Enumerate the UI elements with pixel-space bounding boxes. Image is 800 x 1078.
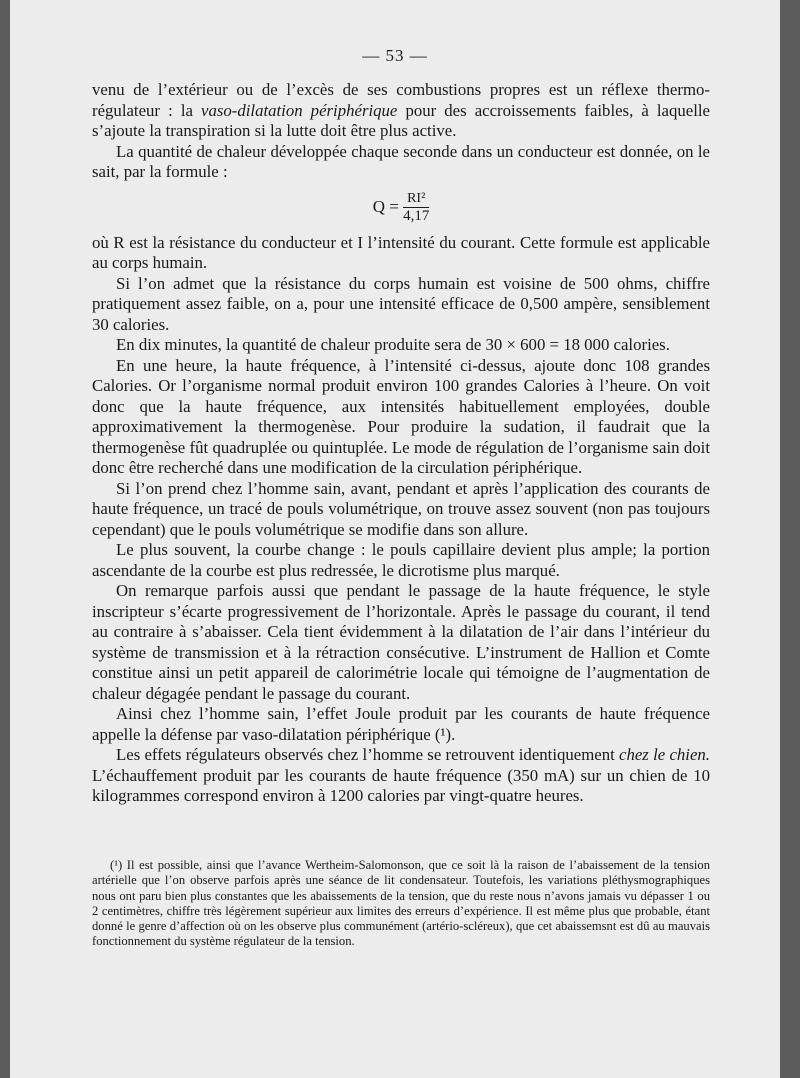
text-run: où R est la résistance du conducteur et I l’intensité du courant. Cette formule est applicable au corps humain. [92,232,710,272]
text-run: Si l’on admet que la résistance du corps humain est voisine de 500 ohms, chiffre pratiquement assez faible, on a, pour une intensité efficace de 0,500 ampère, sensiblement 30 calories. [92,273,710,334]
paragraph-p4 [92,274,710,336]
text-run: Les effets régulateurs observés chez l’homme se retrouvent identiquement [116,745,620,764]
text-run: venu de l’extérieur ou de l’excès de ses combustions propres est un réflexe thermo-régulateur : la [92,80,710,120]
formula-numerator: RI² [403,191,429,208]
formula-denominator: 4,17 [403,207,430,224]
paragraph-p1 [92,80,710,142]
text-run: Si l’on prend chez l’homme sain, avant, pendant et après l’application des courants de haute fréquence, un tracé de pouls volumétrique, on trouve assez souvent (non pas toujours cependant) que le pouls volumétrique se modifie dans son allure. [92,478,710,539]
paragraph-p8 [92,540,710,581]
paragraph-p2 [92,142,710,183]
text-run: La quantité de chaleur développée chaque seconde dans un conducteur est donnée, on le sait, par la formule : [92,141,710,181]
book-page [10,0,780,1078]
paragraphs-after-formula [92,233,710,807]
paragraph-p11 [92,745,710,807]
paragraph-p6 [92,356,710,479]
paragraph-p9 [92,581,710,704]
page-number: — 53 — [362,46,428,65]
formula-lhs: Q = [372,196,399,216]
paragraph-p5 [92,335,710,356]
italic-text: vaso-dilatation périphérique [201,100,398,120]
paragraph-p7 [92,479,710,541]
formula [92,191,710,225]
text-run: On remarque parfois aussi que pendant le passage de la haute fréquence, le style inscripteur s’écarte progressivement de l’horizontale. Après le passage du courant, il tend au contraire à s’abaisser. Cela tient évidemment à la dilatation de l’air dans l’intérieur du système de transmission et à la rétraction consécutive. L’instrument de Hallion et Comte constitue ainsi un petit appareil de calorimétrie locale qui témoigne de l’augmentation de chaleur dégagée pendant le passage du courant. [92,581,710,703]
paragraph-p3 [92,233,710,274]
text-run: Ainsi chez l’homme sain, l’effet Joule produit par les courants de haute fréquence appelle la défense par vaso-dilatation périphérique (¹). [92,704,710,744]
paragraph-p10 [92,704,710,745]
main-text [92,80,710,807]
italic-text: chez le chien. [619,745,710,764]
paragraphs-before-formula [92,80,710,183]
text-run: L’échauffement produit par les courants de haute fréquence (350 mA) sur un chien de 10 kilogrammes correspond environ à 1200 calories par vingt-quatre heures. [92,765,710,805]
text-run: Le plus souvent, la courbe change : le pouls capillaire devient plus ample; la portion ascendante de la courbe est plus redressée, le dicrotisme plus marqué. [92,540,710,580]
formula-fraction [403,191,429,225]
text-run: En une heure, la haute fréquence, à l’intensité ci-dessus, ajoute donc 108 grandes Calories. Or l’organisme normal produit environ 100 grandes Calories à l’heure. On voit donc que la haute fréquence, aux intensités habituellement employées, double approximativement la thermogenèse. Pour produire la sudation, il faudrait que la thermogenèse fût quadruplée ou quintuplée. Le mode de régulation de l’organisme sain doit donc être recherché dans une modification de la circulation périphérique. [92,355,710,477]
text-run: En dix minutes, la quantité de chaleur produite sera de 30 × 600 = 18 000 calories. [116,335,670,354]
footnotes [92,858,710,950]
text-run: pour des accroissements faibles, à laquelle s’ajoute la transpiration si la lutte doit être plus active. [92,100,710,140]
footnote-1: (¹) Il est possible, ainsi que l’avance Wertheim-Salomonson, que ce soit là la raison de l’abaissement de la tension artérielle que l’on observe parfois après une séance de lit condensateur. Toutefois, les variations pléthysmographiques nous ont paru bien plus constantes que les abaissements de la tension, que du reste nous n’avons jamais vu dépasser 1 ou 2 centimètres, chiffre très légèrement supérieur aux limites des erreurs d’expérience. Il est même plus que probable, étant donné le genre d’affection où on les observe plus communément (artério-scléreux), que cet abaissemsnt est dû au mauvais fonctionnement du système régulateur de la tension. [92,858,710,949]
